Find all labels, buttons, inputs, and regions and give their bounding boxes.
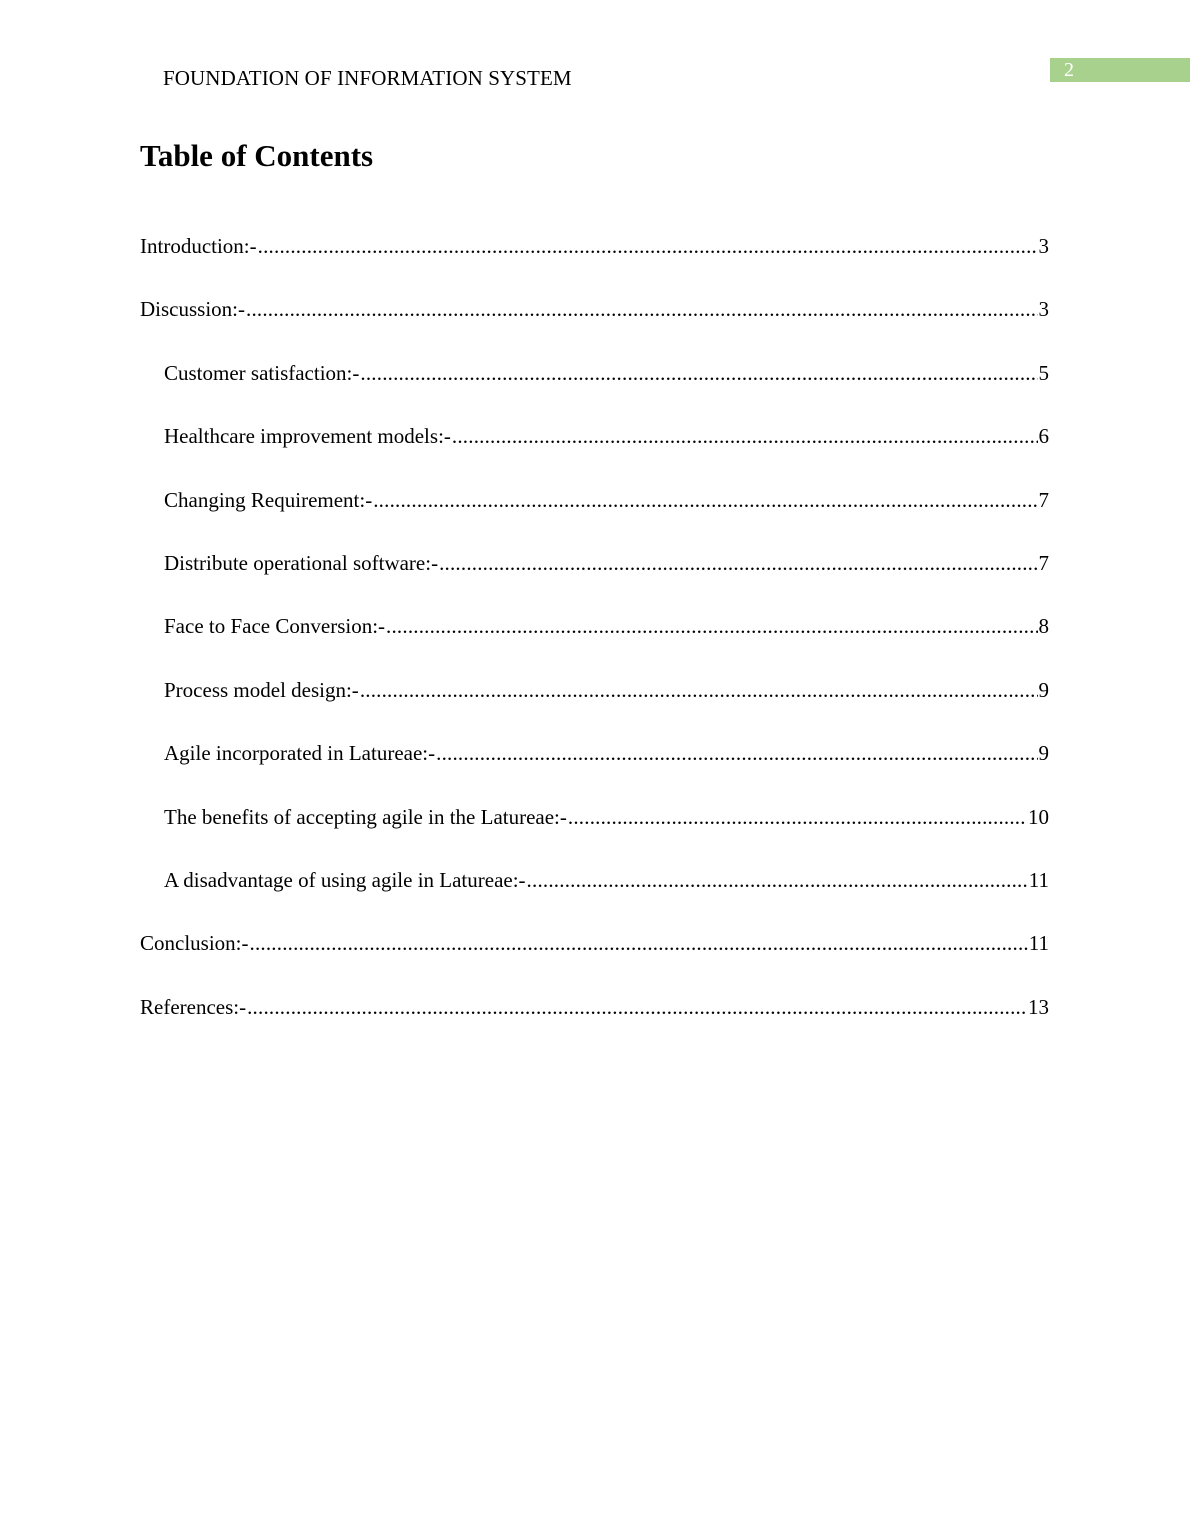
toc-entry-page: 11 [1028, 931, 1049, 956]
toc-entry-page: 10 [1028, 804, 1049, 829]
toc-dot-leader [439, 545, 1037, 581]
toc-entry-page: 9 [1038, 677, 1049, 702]
toc-title: Table of Contents [140, 138, 374, 173]
toc-entry-label: Healthcare improvement models:- [164, 424, 451, 449]
toc-dot-leader [452, 418, 1038, 454]
toc-entry-label: A disadvantage of using agile in Latureae:- [164, 867, 526, 892]
toc-entry-label: Conclusion:- [140, 931, 249, 956]
toc-dot-leader [386, 608, 1037, 644]
toc-entry-page: 6 [1038, 424, 1049, 449]
toc-entry-label: Distribute operational software:- [164, 550, 439, 575]
toc-entry-page: 13 [1028, 994, 1049, 1019]
toc-dot-leader [527, 862, 1028, 898]
toc-entry-page: 7 [1038, 487, 1049, 512]
toc-entry[interactable] [140, 355, 1049, 418]
toc-entry-page: 7 [1038, 550, 1049, 575]
toc-dot-leader [373, 482, 1037, 518]
page-number-bar [1050, 58, 1190, 82]
toc-entry-label: Customer satisfaction:- [164, 360, 360, 385]
toc-entry-page: 3 [1038, 297, 1049, 322]
toc-dot-leader [360, 355, 1037, 391]
toc-entry-page: 3 [1038, 234, 1049, 258]
toc-entry-label: Introduction:- [140, 234, 257, 258]
table-of-contents [140, 228, 1049, 1052]
toc-entry[interactable] [140, 862, 1049, 925]
toc-entry-label: The benefits of accepting agile in the Latureae:- [164, 804, 567, 829]
page-number: 2 [1064, 59, 1074, 81]
toc-entry-page: 11 [1028, 867, 1049, 892]
toc-entry[interactable] [140, 735, 1049, 798]
toc-entry-label: Process model design:- [164, 677, 359, 702]
toc-entry-label: Face to Face Conversion:- [164, 614, 386, 639]
toc-entry[interactable] [140, 291, 1049, 354]
toc-entry-label: Discussion:- [140, 297, 245, 322]
toc-entry-page: 8 [1038, 614, 1049, 639]
toc-dot-leader [247, 989, 1027, 1025]
toc-entry[interactable] [140, 925, 1049, 988]
toc-entry[interactable] [140, 989, 1049, 1052]
toc-dot-leader [258, 228, 1038, 264]
toc-entry[interactable] [140, 545, 1049, 608]
toc-entry-page: 5 [1038, 360, 1049, 385]
toc-dot-leader [360, 672, 1038, 708]
toc-entry[interactable] [140, 418, 1049, 481]
toc-dot-leader [568, 799, 1027, 835]
toc-dot-leader [436, 735, 1037, 771]
toc-dot-leader [250, 925, 1028, 961]
toc-entry[interactable] [140, 228, 1049, 291]
running-header: FOUNDATION OF INFORMATION SYSTEM [163, 66, 572, 90]
toc-entry[interactable] [140, 608, 1049, 671]
toc-entry[interactable] [140, 799, 1049, 862]
toc-entry-label: Agile incorporated in Latureae:- [164, 741, 436, 766]
toc-entry-page: 9 [1038, 741, 1049, 766]
toc-entry[interactable] [140, 672, 1049, 735]
toc-entry-label: References:- [140, 994, 247, 1019]
toc-entry[interactable] [140, 482, 1049, 545]
toc-dot-leader [246, 291, 1038, 327]
toc-entry-label: Changing Requirement:- [164, 487, 373, 512]
